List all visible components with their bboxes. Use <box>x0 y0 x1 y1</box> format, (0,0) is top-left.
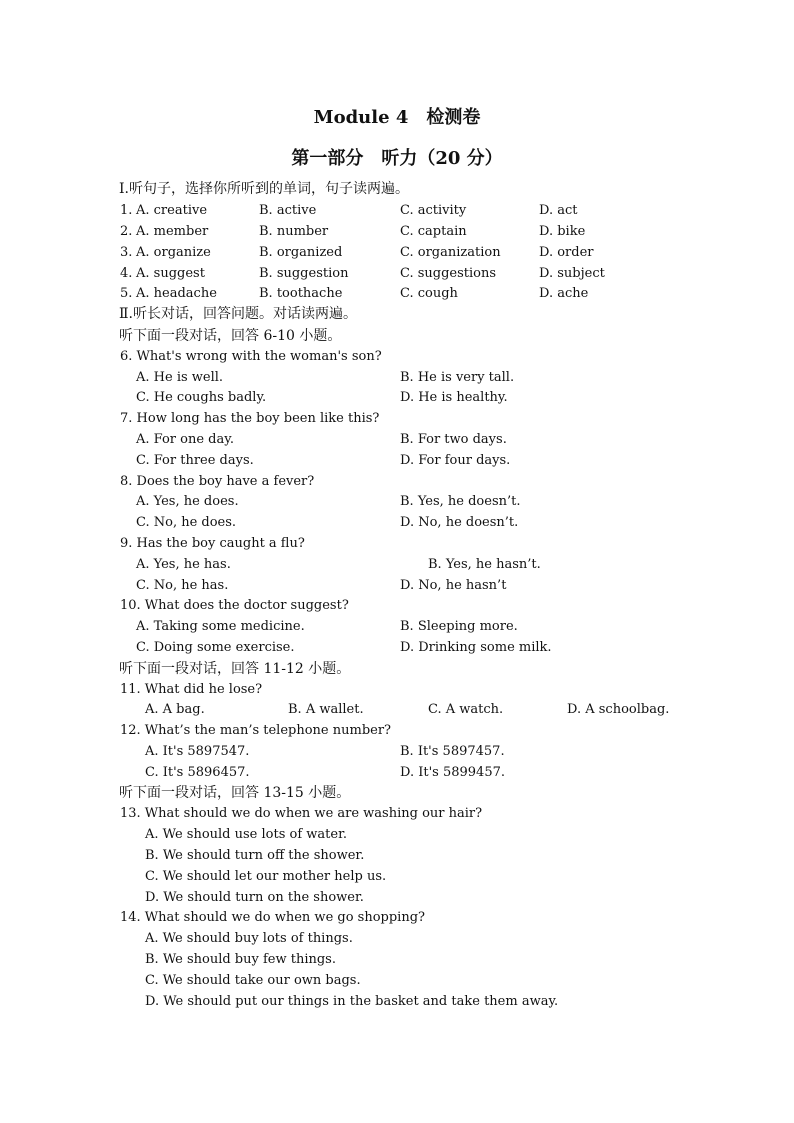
question-number: 3. <box>120 245 133 260</box>
option-d: D. bike <box>539 224 586 239</box>
option-a: A. headache <box>136 286 217 301</box>
option-c: C. organization <box>400 245 501 260</box>
question-stem: 14. What should we do when we go shopping? <box>120 910 426 925</box>
option-a: A. suggest <box>136 266 205 281</box>
option-c: C. cough <box>400 286 458 301</box>
option-a: A. We should use lots of water. <box>145 827 348 842</box>
option-d: D. We should put our things in the basket and take them away. <box>145 994 559 1009</box>
option-b: B. For two days. <box>400 432 507 447</box>
option-a: A. Yes, he has. <box>136 557 231 572</box>
option-d: D. act <box>539 203 578 218</box>
option-b: B. active <box>259 203 317 218</box>
option-d: D. For four days. <box>400 453 511 468</box>
option-c: C. He coughs badly. <box>136 390 267 405</box>
question-stem: 13. What should we do when we are washing our hair? <box>120 806 483 821</box>
option-d: D. ache <box>539 286 589 301</box>
option-a: A. It's 5897547. <box>145 744 250 759</box>
option-d: D. A schoolbag. <box>567 702 670 717</box>
question-stem: 9. Has the boy caught a flu? <box>120 536 305 551</box>
option-a: A. Taking some medicine. <box>136 619 305 634</box>
dialogue-intro-2: 听下面一段对话，回答 11-12 小题。 <box>119 661 351 677</box>
question-stem: 10. What does the doctor suggest? <box>120 598 349 613</box>
option-c: C. No, he has. <box>136 578 229 593</box>
option-c: C. captain <box>400 224 467 239</box>
option-b: B. suggestion <box>259 266 349 281</box>
option-b: B. number <box>259 224 329 239</box>
option-d: D. We should turn on the shower. <box>145 890 364 905</box>
question-number: 4. <box>120 266 133 281</box>
option-d: D. It's 5899457. <box>400 765 505 780</box>
option-c: C. suggestions <box>400 266 497 281</box>
option-a: A. He is well. <box>136 370 224 385</box>
question-stem: 12. What’s the man’s telephone number? <box>120 723 392 738</box>
option-a: A. Yes, he does. <box>136 494 239 509</box>
option-b: B. A wallet. <box>288 702 364 717</box>
part-heading: 第一部分 听力（20 分） <box>291 148 503 169</box>
option-c: C. A watch. <box>428 702 504 717</box>
option-a: A. organize <box>136 245 211 260</box>
option-d: D. subject <box>539 266 605 281</box>
option-b: B. He is very tall. <box>400 370 515 385</box>
option-b: B. toothache <box>259 286 343 301</box>
option-b: B. Sleeping more. <box>400 619 518 634</box>
option-d: D. He is healthy. <box>400 390 508 405</box>
option-a: A. We should buy lots of things. <box>145 931 353 946</box>
question-number: 2. <box>120 224 133 239</box>
option-d: D. No, he hasn’t <box>400 578 507 593</box>
question-number: 5. <box>120 286 133 301</box>
option-c: C. It's 5896457. <box>145 765 250 780</box>
option-b: B. organized <box>259 245 343 260</box>
question-stem: 6. What's wrong with the woman's son? <box>120 349 382 364</box>
option-d: D. Drinking some milk. <box>400 640 552 655</box>
option-d: D. No, he doesn’t. <box>400 515 519 530</box>
page-title: Module 4 检测卷 <box>313 107 481 128</box>
option-c: C. We should take our own bags. <box>145 973 361 988</box>
question-stem: 7. How long has the boy been like this? <box>120 411 380 426</box>
question-stem: 8. Does the boy have a fever? <box>120 474 315 489</box>
option-d: D. order <box>539 245 594 260</box>
question-stem: 11. What did he lose? <box>120 682 263 697</box>
option-b: B. We should buy few things. <box>145 952 336 967</box>
option-b: B. Yes, he doesn’t. <box>400 494 521 509</box>
option-a: A. member <box>136 224 209 239</box>
option-b: B. We should turn off the shower. <box>145 848 365 863</box>
option-a: A. For one day. <box>136 432 234 447</box>
option-b: B. Yes, he hasn’t. <box>428 557 541 572</box>
section2-instruction: Ⅱ.听长对话，回答问题。对话读两遍。 <box>119 306 357 322</box>
option-a: A. A bag. <box>145 702 205 717</box>
option-c: C. activity <box>400 203 467 218</box>
option-c: C. No, he does. <box>136 515 237 530</box>
option-c: C. For three days. <box>136 453 254 468</box>
option-c: C. We should let our mother help us. <box>145 869 387 884</box>
question-number: 1. <box>120 203 133 218</box>
dialogue-intro-3: 听下面一段对话，回答 13-15 小题。 <box>119 785 351 801</box>
section1-instruction: Ⅰ.听句子，选择你所听到的单词，句子读两遍。 <box>119 181 409 197</box>
option-b: B. It's 5897457. <box>400 744 505 759</box>
option-c: C. Doing some exercise. <box>136 640 295 655</box>
dialogue-intro-1: 听下面一段对话，回答 6-10 小题。 <box>119 328 342 344</box>
option-a: A. creative <box>136 203 208 218</box>
